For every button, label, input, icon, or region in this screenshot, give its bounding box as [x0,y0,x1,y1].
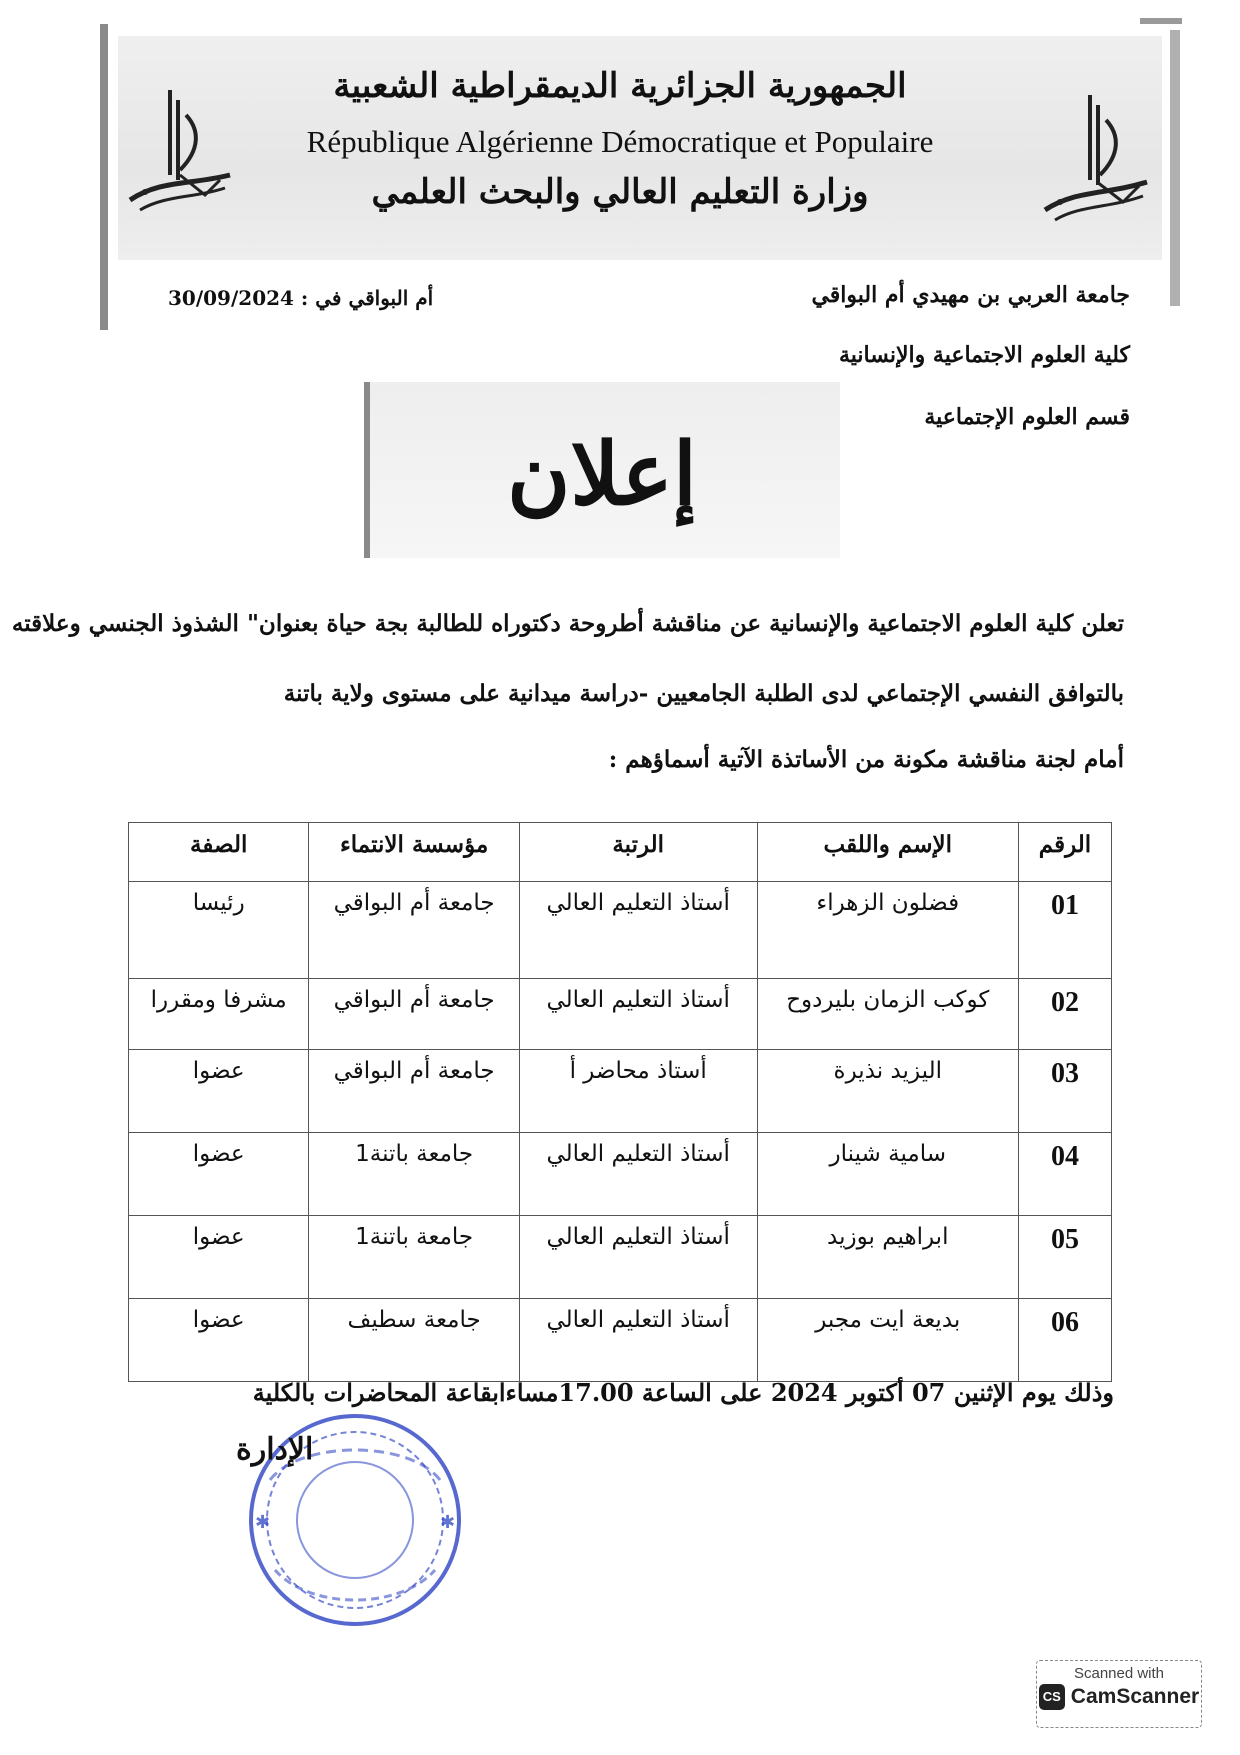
table-row [129,1299,1112,1382]
table-row [129,882,1112,979]
scanned-with-label: Scanned with [1073,1665,1165,1682]
row-name: كوكب الزمان بليردوح [757,979,1018,1050]
row-name: سامية شينار [757,1133,1018,1216]
row-institution: جامعة أم البواقي [309,1050,519,1133]
table-row [129,979,1112,1050]
row-number: 06 [1019,1299,1112,1382]
republic-title-fr: République Algérienne Démocratique et Populaire [306,124,934,159]
row-role: رئيسا [129,882,309,979]
row-rank: أستاذ محاضر أ [519,1050,757,1133]
university-logo-right [1035,90,1155,240]
row-number: 05 [1019,1216,1112,1299]
scan-edge-top [1140,18,1182,24]
row-institution: جامعة سطيف [309,1299,519,1382]
row-name: ابراهيم بوزيد [757,1216,1018,1299]
university-name: جامعة العربي بن مهيدي أم البواقي [811,282,1130,308]
row-number: 01 [1019,882,1112,979]
table-row [129,1050,1112,1133]
header-role: الصفة [129,823,309,882]
administration-signature: الإدارة [236,1432,314,1467]
row-rank: أستاذ التعليم العالي [519,1216,757,1299]
row-role: عضوا [129,1133,309,1216]
body-line-1: تعلن كلية العلوم الاجتماعية والإنسانية عن مناقشة أطروحة دكتوراه للطالبة بجة حياة بعنوان" الشذوذ الجنسي وعلاقته [11,610,1124,637]
committee-table [128,822,1112,1382]
row-rank: أستاذ التعليم العالي [519,1133,757,1216]
camscanner-name: CamScanner [1070,1685,1200,1708]
row-number: 03 [1019,1050,1112,1133]
row-institution: جامعة باتنة1 [309,1216,519,1299]
row-role: عضوا [129,1216,309,1299]
ministry-title-ar: وزارة التعليم العالي والبحث العلمي [371,172,869,212]
faculty-name: كلية العلوم الاجتماعية والإنسانية [838,342,1130,368]
table-row [129,1216,1112,1299]
row-name: اليزيد نذيرة [757,1050,1018,1133]
row-role: عضوا [129,1299,309,1382]
row-institution: جامعة أم البواقي [309,979,519,1050]
body-line-2: بالتوافق النفسي الإجتماعي لدى الطلبة الجامعيين -دراسة ميدانية على مستوى ولاية باتنة [283,680,1124,707]
body-line-3: أمام لجنة مناقشة مكونة من الأساتذة الآتية أسماؤهم : [608,746,1124,773]
svg-text:✱: ✱ [255,1512,271,1533]
row-institution: جامعة أم البواقي [309,882,519,979]
row-name: بديعة ايت مجبر [757,1299,1018,1382]
row-number: 04 [1019,1133,1112,1216]
camscanner-logo-icon: CS [1039,1684,1065,1710]
table-header-row [129,823,1112,882]
row-role: مشرفا ومقررا [129,979,309,1050]
row-rank: أستاذ التعليم العالي [519,1299,757,1382]
announcement-title: إعلان [507,424,697,525]
republic-title-ar: الجمهورية الجزائرية الديمقراطية الشعبية [333,66,907,106]
row-rank: أستاذ التعليم العالي [519,979,757,1050]
closing-line: وذلك يوم الإثنين 07 أكتوبر 2024 على الساعة 17.00مساءابقاعة المحاضرات بالكلية [252,1378,1114,1407]
header-number: الرقم [1019,823,1112,882]
row-role: عضوا [129,1050,309,1133]
row-institution: جامعة باتنة1 [309,1133,519,1216]
header-rank: الرتبة [519,823,757,882]
svg-text:✱: ✱ [440,1512,456,1533]
table-row [129,1133,1112,1216]
department-name: قسم العلوم الإجتماعية [924,404,1130,430]
header-institution: مؤسسة الانتماء [309,823,519,882]
row-rank: أستاذ التعليم العالي [519,882,757,979]
date-line: أم البواقي في : 30/09/2024 [168,286,434,310]
row-number: 02 [1019,979,1112,1050]
camscanner-watermark [1036,1660,1202,1728]
row-name: فضلون الزهراء [757,882,1018,979]
header-name: الإسم واللقب [757,823,1018,882]
